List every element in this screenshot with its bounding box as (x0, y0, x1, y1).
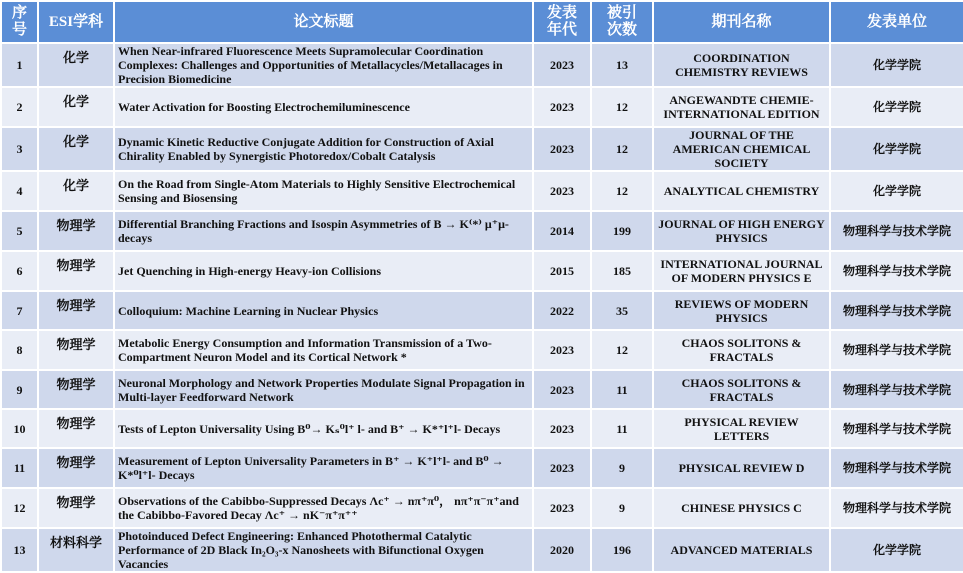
citation-count: 199 (591, 211, 653, 251)
paper-title: On the Road from Single-Atom Materials to Highly Sensitive Electrochemical Sensing and Biosensing (114, 171, 533, 211)
journal-name: PHYSICAL REVIEW D (653, 448, 830, 488)
journal-name: ANGEWANDTE CHEMIE-INTERNATIONAL EDITION (653, 87, 830, 127)
publish-year: 2023 (533, 448, 591, 488)
esi-subject: 物理学 (38, 448, 114, 488)
citation-count: 11 (591, 370, 653, 409)
paper-title: Water Activation for Boosting Electrochemiluminescence (114, 87, 533, 127)
esi-subject: 化学 (38, 127, 114, 171)
paper-title: Observations of the Cabibbo-Suppressed Decays Λc⁺ → nπ⁺π⁰， nπ⁺π⁻π⁺and the Cabibbo-Favored Decay Λc⁺ → nK⁻π⁺π⁺⁺ (114, 488, 533, 528)
citation-count: 12 (591, 330, 653, 370)
header-unit: 发表单位 (830, 1, 963, 43)
paper-title: Colloquium: Machine Learning in Nuclear Physics (114, 291, 533, 330)
esi-subject: 化学 (38, 87, 114, 127)
journal-name: REVIEWS OF MODERN PHYSICS (653, 291, 830, 330)
journal-name: JOURNAL OF THE AMERICAN CHEMICAL SOCIETY (653, 127, 830, 171)
publishing-unit: 化学学院 (830, 43, 963, 87)
esi-subject: 化学 (38, 171, 114, 211)
publish-year: 2023 (533, 330, 591, 370)
publishing-unit: 物理科学与技术学院 (830, 448, 963, 488)
publishing-unit: 物理科学与技术学院 (830, 370, 963, 409)
row-number: 10 (1, 409, 38, 448)
citation-count: 35 (591, 291, 653, 330)
header-row (1, 1, 963, 43)
journal-name: CHINESE PHYSICS C (653, 488, 830, 528)
publishing-unit: 物理科学与技术学院 (830, 330, 963, 370)
paper-title: Tests of Lepton Universality Using B⁰→ Kₛ⁰l⁺ l- and B⁺ → K*⁺l⁺l- Decays (114, 409, 533, 448)
row-number: 5 (1, 211, 38, 251)
row-number: 12 (1, 488, 38, 528)
citation-count: 11 (591, 409, 653, 448)
row-number: 7 (1, 291, 38, 330)
citation-count: 12 (591, 87, 653, 127)
publishing-unit: 物理科学与技术学院 (830, 488, 963, 528)
citation-count: 12 (591, 171, 653, 211)
paper-title: Dynamic Kinetic Reductive Conjugate Addition for Construction of Axial Chirality Enabled by Synergistic Photoredox/Cobalt Catalysis (114, 127, 533, 171)
esi-subject: 化学 (38, 43, 114, 87)
row-number: 3 (1, 127, 38, 171)
table-row (1, 488, 963, 528)
header-title: 论文标题 (114, 1, 533, 43)
table-row (1, 448, 963, 488)
esi-subject: 物理学 (38, 251, 114, 291)
publish-year: 2023 (533, 127, 591, 171)
journal-name: COORDINATION CHEMISTRY REVIEWS (653, 43, 830, 87)
publish-year: 2014 (533, 211, 591, 251)
citation-count: 9 (591, 488, 653, 528)
journal-name: JOURNAL OF HIGH ENERGY PHYSICS (653, 211, 830, 251)
publish-year: 2023 (533, 409, 591, 448)
publish-year: 2015 (533, 251, 591, 291)
row-number: 2 (1, 87, 38, 127)
row-number: 4 (1, 171, 38, 211)
publishing-unit: 物理科学与技术学院 (830, 409, 963, 448)
table-row (1, 330, 963, 370)
publish-year: 2022 (533, 291, 591, 330)
row-number: 6 (1, 251, 38, 291)
table-row (1, 370, 963, 409)
header-journal: 期刊名称 (653, 1, 830, 43)
paper-title: Measurement of Lepton Universality Parameters in B⁺ → K⁺l⁺l- and B⁰ → K*⁰l⁺l- Decays (114, 448, 533, 488)
row-number: 11 (1, 448, 38, 488)
publish-year: 2020 (533, 528, 591, 572)
publish-year: 2023 (533, 488, 591, 528)
journal-name: ANALYTICAL CHEMISTRY (653, 171, 830, 211)
publishing-unit: 物理科学与技术学院 (830, 291, 963, 330)
paper-title: Metabolic Energy Consumption and Information Transmission of a Two-Compartment Neuron Model and its Cortical Network * (114, 330, 533, 370)
journal-name: PHYSICAL REVIEW LETTERS (653, 409, 830, 448)
esi-subject: 物理学 (38, 488, 114, 528)
header-year: 发表年代 (533, 1, 591, 43)
paper-title: When Near-infrared Fluorescence Meets Supramolecular Coordination Complexes: Challenges and Opportunities of Metallacycles/Metallacages in Precision Biomedicine (114, 43, 533, 87)
publish-year: 2023 (533, 43, 591, 87)
table-row (1, 211, 963, 251)
esi-subject: 材料科学 (38, 528, 114, 572)
paper-title: Neuronal Morphology and Network Properties Modulate Signal Propagation in Multi-layer Feedforward Network (114, 370, 533, 409)
table-row (1, 127, 963, 171)
row-number: 13 (1, 528, 38, 572)
table-row (1, 291, 963, 330)
citation-count: 185 (591, 251, 653, 291)
table-row (1, 528, 963, 572)
row-number: 8 (1, 330, 38, 370)
paper-title: Photoinduced Defect Engineering: Enhanced Photothermal Catalytic Performance of 2D Black In₂O₃-x Nanosheets with Bifunctional Oxygen Vacancies (114, 528, 533, 572)
paper-title: Differential Branching Fractions and Isospin Asymmetries of B → K⁽*⁾ μ⁺μ- decays (114, 211, 533, 251)
table-row (1, 87, 963, 127)
table-row (1, 171, 963, 211)
citation-count: 13 (591, 43, 653, 87)
journal-name: INTERNATIONAL JOURNAL OF MODERN PHYSICS E (653, 251, 830, 291)
header-cited: 被引次数 (591, 1, 653, 43)
publishing-unit: 化学学院 (830, 171, 963, 211)
journal-name: CHAOS SOLITONS & FRACTALS (653, 330, 830, 370)
journal-name: CHAOS SOLITONS & FRACTALS (653, 370, 830, 409)
publishing-unit: 化学学院 (830, 528, 963, 572)
row-number: 1 (1, 43, 38, 87)
publish-year: 2023 (533, 370, 591, 409)
citation-count: 9 (591, 448, 653, 488)
publish-year: 2023 (533, 87, 591, 127)
esi-subject: 物理学 (38, 370, 114, 409)
publish-year: 2023 (533, 171, 591, 211)
esi-subject: 物理学 (38, 330, 114, 370)
esi-subject: 物理学 (38, 409, 114, 448)
row-number: 9 (1, 370, 38, 409)
esi-subject: 物理学 (38, 211, 114, 251)
table-row (1, 409, 963, 448)
table-row (1, 43, 963, 87)
header-no: 序号 (1, 1, 38, 43)
publishing-unit: 化学学院 (830, 87, 963, 127)
publishing-unit: 物理科学与技术学院 (830, 211, 963, 251)
esi-subject: 物理学 (38, 291, 114, 330)
journal-name: ADVANCED MATERIALS (653, 528, 830, 572)
paper-title: Jet Quenching in High-energy Heavy-ion Collisions (114, 251, 533, 291)
header-esi: ESI学科 (38, 1, 114, 43)
table-row (1, 251, 963, 291)
publishing-unit: 物理科学与技术学院 (830, 251, 963, 291)
citation-count: 196 (591, 528, 653, 572)
citation-count: 12 (591, 127, 653, 171)
publishing-unit: 化学学院 (830, 127, 963, 171)
